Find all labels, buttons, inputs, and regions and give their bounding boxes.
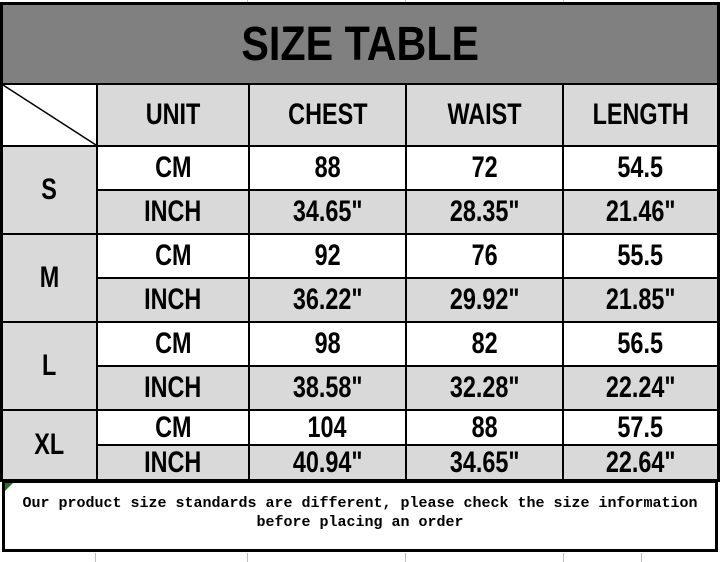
unit-cell-s-inch: [98, 191, 248, 233]
unit-label: INCH: [144, 446, 202, 479]
value: 21.46": [605, 195, 676, 228]
value-cell-m-cm-chest: [250, 235, 405, 277]
value-cell-l-cm-length: [564, 323, 717, 365]
value-cell-l-inch-waist: [407, 367, 562, 409]
value: 38.58": [292, 371, 363, 404]
header-label: UNIT: [145, 98, 201, 131]
size-cell-l: [3, 323, 96, 409]
value-cell-s-inch-waist: [407, 191, 562, 233]
value-cell-m-cm-length: [564, 235, 717, 277]
size-label: S: [41, 173, 58, 206]
value-cell-m-inch-waist: [407, 279, 562, 321]
value: 34.65": [449, 446, 520, 479]
gridline-stub: [563, 553, 564, 562]
value: 76: [471, 239, 498, 272]
value-cell-xl-cm-chest: [250, 411, 405, 444]
header-label: CHEST: [287, 98, 368, 131]
diagonal-header-cell: [3, 85, 96, 145]
gridline-stub: [95, 553, 96, 562]
value-cell-xl-inch-waist: [407, 446, 562, 479]
size-cell-m: [3, 235, 96, 321]
header-label: WAIST: [447, 98, 522, 131]
value: 34.65": [292, 195, 363, 228]
size-label: XL: [34, 428, 65, 461]
value: 54.5: [617, 151, 664, 184]
value: 32.28": [449, 371, 520, 404]
size-table: [0, 2, 720, 482]
header-cell-chest: [250, 85, 405, 145]
header-cell-length: [564, 85, 717, 145]
value: 56.5: [617, 327, 664, 360]
unit-label: CM: [154, 151, 192, 184]
note-line-1: Our product size standards are different, please check the size information: [22, 495, 698, 512]
value: 55.5: [617, 239, 664, 272]
value: 57.5: [617, 411, 664, 444]
value: 82: [471, 327, 498, 360]
value: 72: [471, 151, 498, 184]
value-cell-s-cm-length: [564, 147, 717, 189]
value: 88: [314, 151, 341, 184]
unit-cell-xl-inch: [98, 446, 248, 479]
size-cell-xl: [3, 411, 96, 479]
size-label: M: [39, 261, 60, 294]
unit-label: CM: [154, 411, 192, 444]
value: 36.22": [292, 283, 363, 316]
value-cell-m-cm-waist: [407, 235, 562, 277]
value-cell-s-cm-chest: [250, 147, 405, 189]
value: 21.85": [605, 283, 676, 316]
value: 29.92": [449, 283, 520, 316]
value: 28.35": [449, 195, 520, 228]
value-cell-m-inch-length: [564, 279, 717, 321]
header-cell-unit: [98, 85, 248, 145]
note-line-2: before placing an order: [256, 514, 464, 531]
value: 92: [314, 239, 341, 272]
unit-cell-m-cm: [98, 235, 248, 277]
header-cell-waist: [407, 85, 562, 145]
header-label: LENGTH: [592, 98, 689, 131]
value-cell-l-cm-waist: [407, 323, 562, 365]
unit-cell-m-inch: [98, 279, 248, 321]
value-cell-s-cm-waist: [407, 147, 562, 189]
value: 104: [307, 411, 348, 444]
value-cell-l-inch-length: [564, 367, 717, 409]
unit-label: CM: [154, 327, 192, 360]
value: 88: [471, 411, 498, 444]
value-cell-xl-inch-length: [564, 446, 717, 479]
unit-cell-xl-cm: [98, 411, 248, 444]
unit-label: INCH: [144, 195, 202, 228]
value-cell-xl-cm-length: [564, 411, 717, 444]
value: 22.24": [605, 371, 676, 404]
diagonal-line-icon: [3, 85, 96, 145]
gridline-stub: [247, 553, 248, 562]
page-title: SIZE TABLE: [241, 17, 479, 71]
corner-marker-icon: [5, 483, 13, 491]
value-cell-m-inch-chest: [250, 279, 405, 321]
size-cell-s: [3, 147, 96, 233]
value: 98: [314, 327, 341, 360]
value: 40.94": [292, 446, 363, 479]
title-bar: [3, 5, 717, 83]
gridline-stub: [641, 553, 642, 562]
unit-cell-l-inch: [98, 367, 248, 409]
value-cell-xl-cm-waist: [407, 411, 562, 444]
gridline-stub: [405, 553, 406, 562]
unit-cell-l-cm: [98, 323, 248, 365]
value-cell-l-inch-chest: [250, 367, 405, 409]
value-cell-l-cm-chest: [250, 323, 405, 365]
unit-label: INCH: [144, 371, 202, 404]
unit-cell-s-cm: [98, 147, 248, 189]
value-cell-xl-inch-chest: [250, 446, 405, 479]
unit-label: INCH: [144, 283, 202, 316]
note-box: [2, 480, 718, 552]
unit-label: CM: [154, 239, 192, 272]
value-cell-s-inch-chest: [250, 191, 405, 233]
value: 22.64": [605, 446, 676, 479]
value-cell-s-inch-length: [564, 191, 717, 233]
size-label: L: [42, 349, 57, 382]
